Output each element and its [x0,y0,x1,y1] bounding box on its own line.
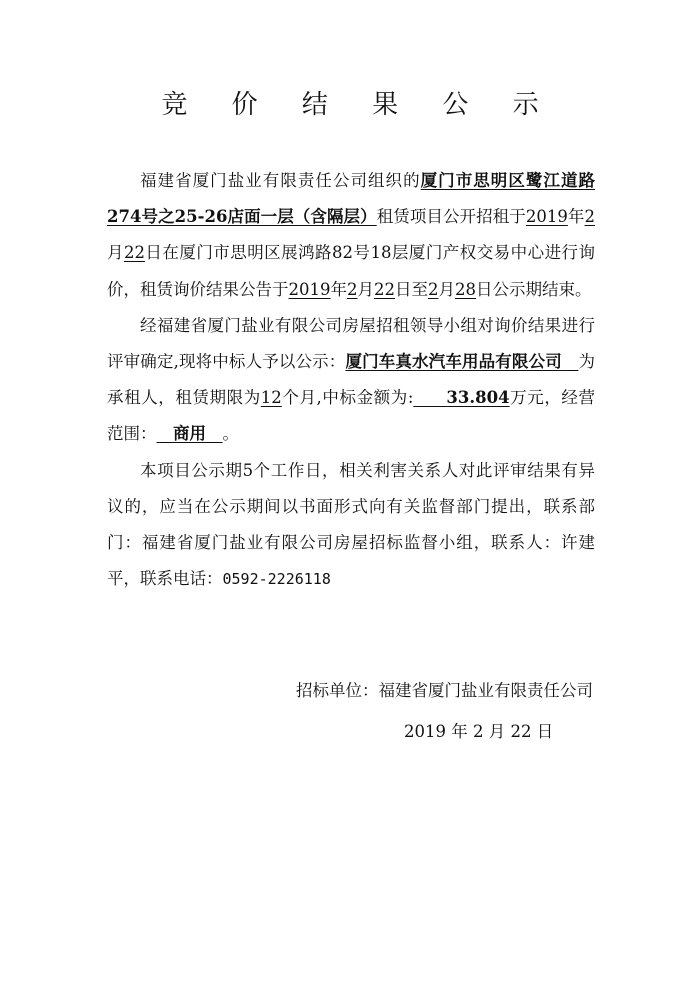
p1-text-f: 年 [330,279,347,299]
document-body [107,163,595,597]
notice-start-day: 22 [374,279,395,299]
p2-text-a: 经福建省厦门盐业有限公司房屋招租领导小组对询价结果进行评审确定,现将中标人予以公示： [107,315,595,372]
notice-month: 2 [347,279,358,299]
p1-text-i: 月 [438,279,455,299]
p1-text-e: 日在厦门市思明区展鸿路82号18层厦门产权交易中心进行询价，租赁询价结果公告于 [107,243,595,299]
p1-text-c: 年 [567,207,585,227]
start-year: 2019 [525,207,568,227]
winning-amount: 33.804 [446,388,510,408]
paragraph-2 [107,308,595,453]
contact-phone: 0592-2226118 [222,570,331,589]
p2-text-d: 万元，经营范围： [107,388,596,444]
notice-year: 2019 [288,279,331,299]
winning-bidder: 厦门车真水汽车用品有限公司 [345,352,562,372]
p1-text-b: 租赁项目公开招租于 [376,207,526,227]
p1-text-j: 日公示期结束。 [476,279,592,299]
p1-text-h: 日至 [395,279,428,299]
p1-text-d: 月 [107,243,124,263]
property-address: 厦门市思明区鹭江道路274号之25-26店面一层（含隔层） [107,171,596,227]
business-scope: 商用 [173,424,206,444]
start-month: 2 [584,207,596,227]
lease-term: 12 [260,388,282,408]
p1-text-g: 月 [357,279,374,299]
paragraph-1 [107,163,595,308]
issue-date: 2019 年 2 月 22 日 [404,722,554,741]
document-title: 竞 价 结 果 公 示 [161,90,557,120]
p1-text-a: 福建省厦门盐业有限责任公司组织的 [140,171,421,190]
issuing-organization: 招标单位：福建省厦门盐业有限责任公司 [296,681,593,700]
p2-text-e: 。 [222,424,239,444]
paragraph-3 [107,453,595,598]
notice-end-day: 28 [455,279,476,299]
p2-text-c: 个月,中标金额为: [281,388,414,408]
start-day: 22 [123,243,145,263]
p3-text-a: 本项目公示期5个工作日，相关利害关系人对此评审结果有异议的，应当在公示期间以书面形式向有关监督部门提出，联系部门：福建省厦门盐业有限公司房屋招标监督小组，联系人：许建平，联系电话： [107,460,595,589]
notice-end-month: 2 [428,279,439,299]
p2-text-b: 为承租人，租赁期限为 [107,352,596,408]
